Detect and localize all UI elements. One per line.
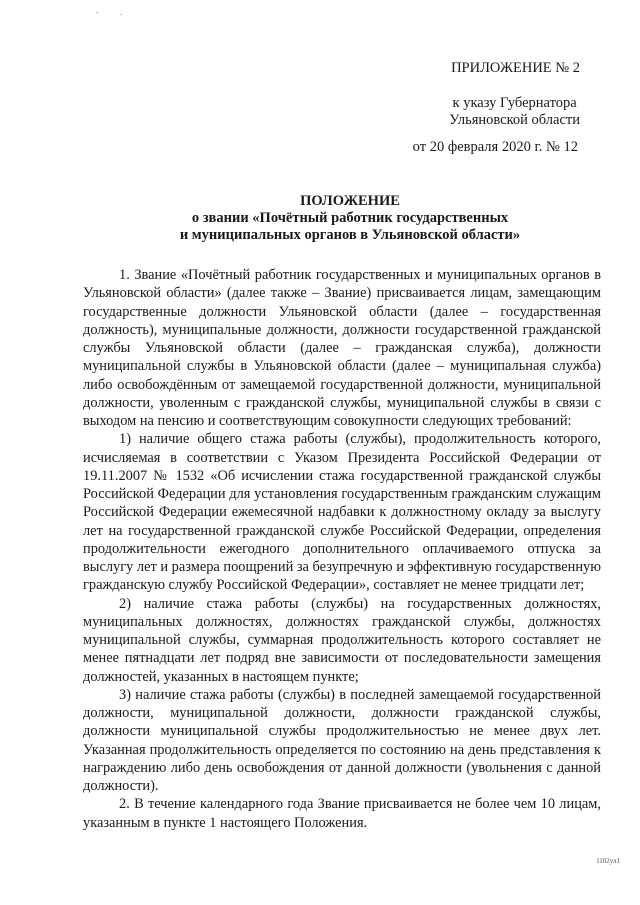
title-line-3: и муниципальных органов в Ульяновской области» [179, 227, 521, 243]
document-body [83, 266, 601, 832]
decree-reference-line1: к указу Губернатора [452, 95, 577, 111]
title-line-1: ПОЛОЖЕНИЕ [300, 193, 400, 209]
document-code: 1102ул1 [596, 857, 620, 865]
paragraph-2: 2. В течение календарного года Звание присваивается не более чем 10 лицам, указанным в пункте 1 настоящего Положения. [83, 796, 601, 831]
paragraph-1-item-1: 1) наличие общего стажа работы (службы), продолжительность которого, исчисляемая в соответствии с Указом Президента Российской Федерации от 19.11.2007 № 1532 «Об исчислении стажа государственной гражданской службы Российской Федерации для установления государственным гражданским служащим Российской Федерации ежемесячной надбавки к должностному окладу за выслугу лет на государственной гражданской службе Российской Федерации, определения продолжительности ежегодного дополнительного оплачиваемого отпуска за выслугу лет и размера поощрений за безупречную и эффективную государственную гражданскую службу Российской Федерации», составляет не менее тридцати лет; [83, 431, 602, 594]
appendix-title: ПРИЛОЖЕНИЕ № 2 [451, 60, 580, 76]
scan-speck [96, 12, 98, 13]
document-title [0, 193, 640, 244]
paragraph-1-item-3: 3) наличие стажа работы (службы) в последней замещаемой государственной должности, муниципальной должности, должности гражданской службы, должности муниципальной службы продолжительностью не менее двух лет. Указанная продолжительность определяется по состоянию на день представления к награждению либо день освобождения от данной должности (увольнения с данной должности). [83, 686, 601, 794]
decree-date: от 20 февраля 2020 г. № 12 [412, 139, 578, 155]
paragraph-1-item-2: 2) наличие стажа работы (службы) на государственных должностях, муниципальных должностях, должностях гражданской службы, должностях муниципальной службы, суммарная продолжительность которого составляет не менее пятнадцати лет подряд вне зависимости от последовательности замещения должностей, указанных в настоящем пункте; [83, 595, 601, 685]
title-line-2: о звании «Почётный работник государственных [191, 210, 509, 226]
decree-reference [449, 95, 580, 129]
decree-reference-line2: Ульяновской области [449, 112, 580, 128]
scan-speck [120, 14, 122, 15]
paragraph-1: 1. Звание «Почётный работник государственных и муниципальных органов в Ульяновской области» (далее также – Звание) присваивается лицам, замещающим государственные должности Ульяновской области (далее – государственная должность), муниципальные должности, должности государственной гражданской службы Ульяновской области (далее – гражданская служба), должности муниципальной службы в Ульяновской области (далее – муниципальная служба) либо освобождённым от замещаемой государственной должности, муниципальной должности, уволенным с гражданской службы, муниципальной службы в связи с выходом на пенсию и соответствующим совокупности следующих требований: [83, 267, 601, 429]
